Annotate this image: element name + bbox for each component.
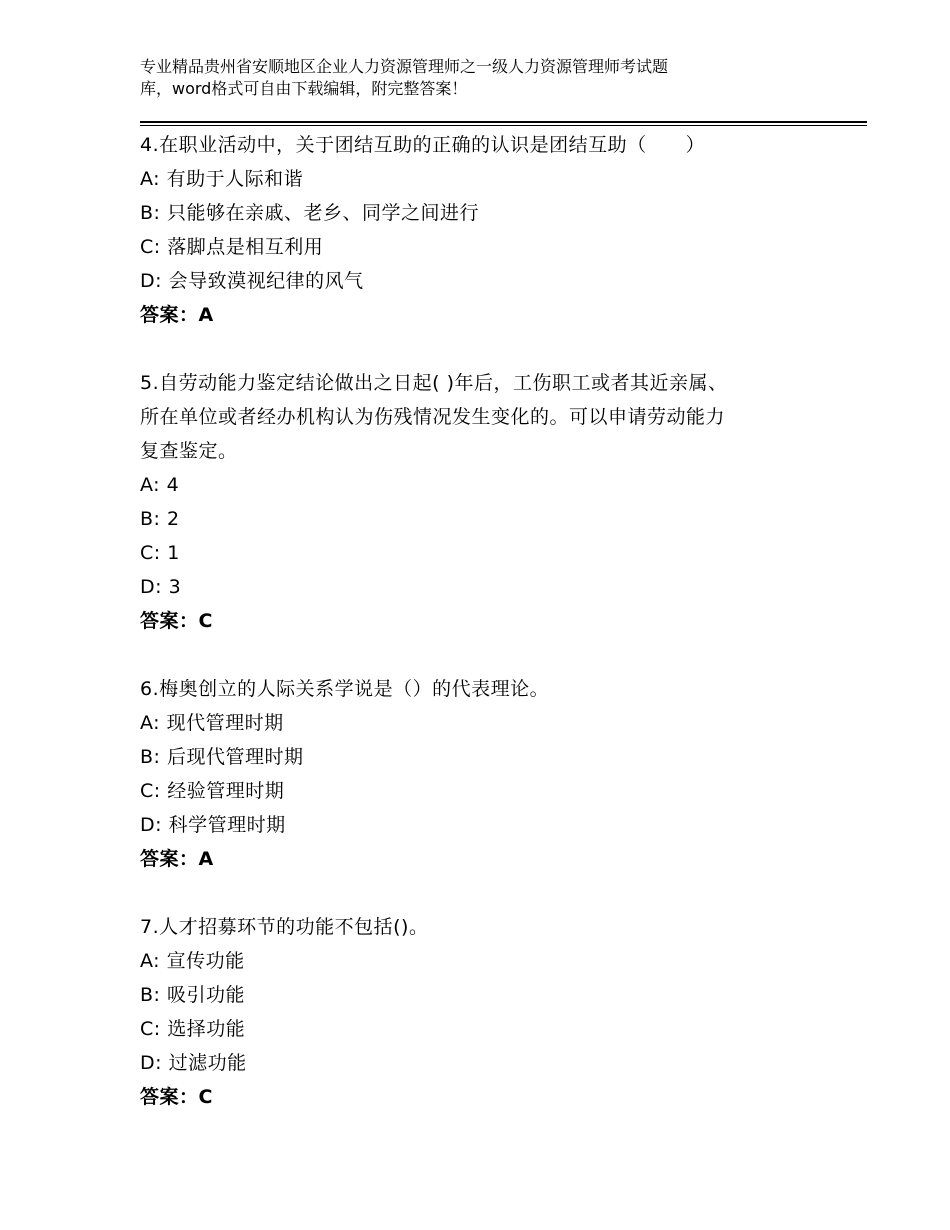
option-c: C: 落脚点是相互利用 (140, 236, 324, 258)
question-stem-line: 5.自劳动能力鉴定结论做出之日起( )年后，工伤职工或者其近亲属、 (140, 372, 728, 394)
question-gap (140, 638, 860, 672)
question-item (140, 366, 860, 638)
option-d: D: 3 (140, 576, 182, 598)
question-stem-line: 4.在职业活动中，关于团结互助的正确的认识是团结互助（ ） (140, 134, 706, 156)
option-c: C: 经验管理时期 (140, 780, 285, 802)
option-a: A: 4 (140, 474, 180, 496)
option-d: D: 科学管理时期 (140, 814, 286, 836)
answer: 答案：A (140, 848, 214, 870)
question-gap (140, 876, 860, 910)
option-c: C: 选择功能 (140, 1018, 246, 1040)
question-item (140, 910, 860, 1114)
option-b: B: 2 (140, 508, 180, 530)
answer: 答案：A (140, 304, 214, 326)
option-b: B: 吸引功能 (140, 984, 245, 1006)
question-gap (140, 332, 860, 366)
question-stem (140, 366, 860, 468)
question-stem (140, 672, 860, 706)
header-rule-thick (140, 121, 867, 123)
question-stem-line: 所在单位或者经办机构认为伤残情况发生变化的。可以申请劳动能力 (140, 406, 726, 428)
question-stem (140, 128, 860, 162)
answer: 答案：C (140, 1086, 213, 1108)
option-b: B: 只能够在亲戚、老乡、同学之间进行 (140, 202, 479, 224)
header-rule-thin (140, 125, 867, 126)
option-c: C: 1 (140, 542, 180, 564)
question-stem-line: 7.人才招募环节的功能不包括()。 (140, 916, 429, 938)
header-line-2: 库，word格式可自由下载编辑，附完整答案！ (140, 79, 468, 98)
option-d: D: 过滤功能 (140, 1052, 247, 1074)
question-stem-line: 6.梅奥创立的人际关系学说是（）的代表理论。 (140, 678, 550, 700)
option-b: B: 后现代管理时期 (140, 746, 304, 768)
option-a: A: 有助于人际和谐 (140, 168, 304, 190)
question-item (140, 128, 860, 332)
option-a: A: 宣传功能 (140, 950, 245, 972)
question-stem-line: 复查鉴定。 (140, 440, 238, 462)
answer: 答案：C (140, 610, 213, 632)
question-stem (140, 910, 860, 944)
question-list (140, 128, 860, 1114)
option-a: A: 现代管理时期 (140, 712, 284, 734)
document-header (140, 56, 800, 100)
question-item (140, 672, 860, 876)
option-d: D: 会导致漠视纪律的风气 (140, 270, 364, 292)
header-line-1: 专业精品贵州省安顺地区企业人力资源管理师之一级人力资源管理师考试题 (140, 57, 669, 76)
